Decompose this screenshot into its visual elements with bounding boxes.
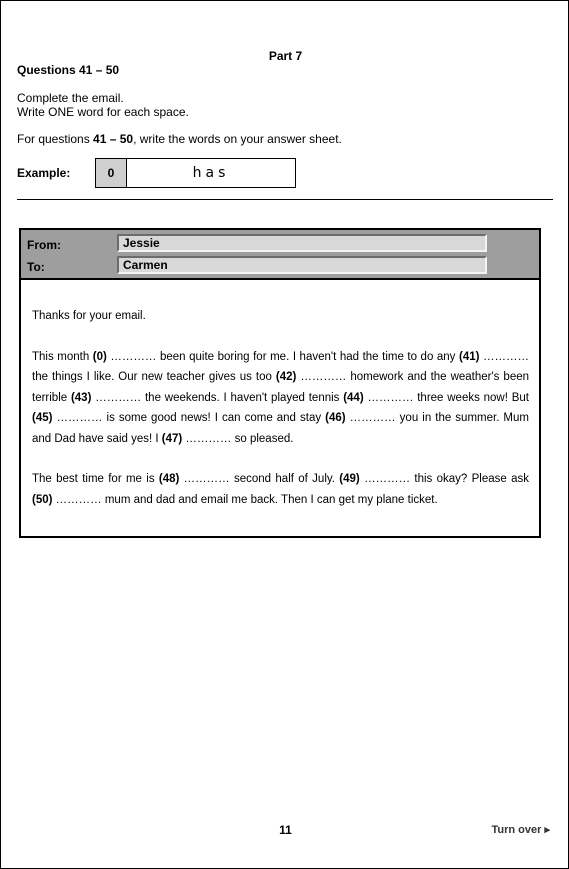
part-title: Part 7 (268, 49, 303, 63)
example-answer: has (192, 165, 230, 181)
instruction-line-2: Write ONE word for each space. (17, 105, 189, 119)
gap-number: (42) (275, 371, 297, 383)
gap-number: (44) (343, 391, 364, 404)
instruction-line-3 (17, 132, 342, 146)
email-paragraph-3: The best time for me is (48) ………… second half of July. (49) ………… this okay? Please ask (50) ………… mum and dad and email me back. Then I can get my plane ticket. (32, 473, 529, 506)
from-label: From: (27, 238, 61, 252)
to-label: To: (27, 260, 45, 274)
gap-number: (0) (92, 350, 107, 363)
instruction-line-1: Complete the email. (17, 91, 124, 105)
page-number: 11 (279, 823, 292, 837)
gap-number: (49) (339, 473, 360, 485)
instruction-question-range: 41 – 50 (93, 132, 134, 146)
email-header (21, 230, 539, 280)
example-box (95, 158, 296, 188)
divider-line (17, 199, 553, 200)
gap-number: (45) (32, 412, 53, 424)
email-paragraph-1: Thanks for your email. (32, 310, 146, 322)
gap-number: (50) (32, 493, 53, 506)
questions-range: Questions 41 – 50 (17, 63, 120, 77)
from-row (21, 234, 539, 254)
to-field: Carmen (117, 256, 487, 274)
email-panel (19, 228, 541, 538)
turn-over-label: Turn over ▸ (491, 824, 550, 836)
instruction-text: For questions (17, 132, 94, 146)
gap-number: (47) (161, 432, 183, 445)
email-paragraph-2: This month (0) ………… been quite boring for me. I haven't had the time to do any (41) ………… the things I like. Our new teacher gives us too (42) ………… homework and the weather's been terrible (43) ………… the weekends. I haven't played tennis (44) ………… three weeks now! But (45) ………… is some good news! I can come and stay (46) ………… you in the summer. Mum and Dad have said yes! I (47) ………… so pleased. (32, 350, 530, 445)
example-number: 0 (96, 159, 127, 187)
example-label: Example: (17, 166, 71, 180)
instruction-text: , write the words on your answer sheet. (133, 132, 342, 146)
gap-number: (46) (325, 412, 346, 424)
gap-number: (43) (70, 391, 92, 404)
gap-number: (48) (158, 473, 180, 485)
gap-number: (41) (458, 350, 480, 363)
to-row (21, 256, 539, 276)
from-field: Jessie (117, 234, 487, 252)
email-body (21, 280, 539, 510)
